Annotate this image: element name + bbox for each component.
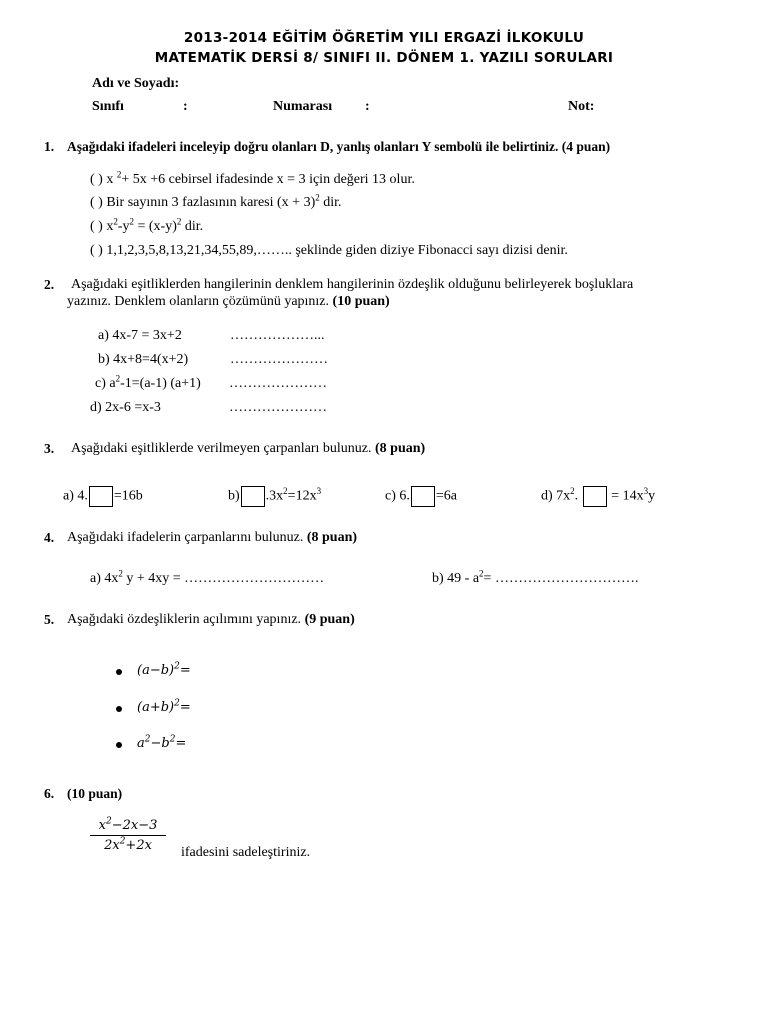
q4-b-pre: b) 49 - a [432, 571, 480, 586]
q2-item-c-sup: 2 [115, 373, 121, 384]
q6-num-a: x [98, 818, 106, 833]
q5-item-2-expr: (a+b) [137, 700, 175, 715]
q1-paren: ( ) [90, 172, 103, 187]
q1-item-2-sup: 2 [315, 192, 320, 203]
q5-item-3-sup: 2 [144, 734, 151, 745]
q5-item-3-expr: a [137, 736, 145, 751]
q5-item-1-sup: 2 [174, 661, 180, 672]
q3-b-pre: b) [228, 488, 240, 504]
q4-points: (8 puan) [306, 530, 358, 545]
q3-item-c [385, 486, 457, 507]
q4-number: 4. [44, 530, 55, 545]
bullet-icon [116, 742, 122, 748]
q3-item-d [541, 486, 655, 507]
q1-number: 1. [44, 139, 55, 154]
q1-item-3 [90, 216, 204, 235]
answer-box-c[interactable] [411, 486, 435, 507]
q3-d-sup1: 2 [570, 486, 575, 497]
q4-item-b [432, 568, 639, 587]
q1-paren: ( ) [90, 219, 103, 234]
q1-item-3-text: x [106, 219, 114, 234]
q5-points: (9 puan) [304, 612, 355, 627]
q6-num-b: −2x−3 [111, 818, 158, 833]
q1-item-1-sup: 2 [116, 169, 122, 180]
q5-item-1-eq: = [179, 663, 191, 678]
q6-den-b: +2x [125, 838, 152, 853]
q1-item-3-post: = (x-y) [134, 219, 177, 234]
q3-c-pre: c) 6. [385, 488, 410, 504]
q4-b-sup: 2 [479, 568, 484, 579]
q6-points: (10 puan) [67, 786, 123, 801]
answer-box-d[interactable] [583, 486, 607, 507]
q2-item-c-a: c) a [95, 376, 116, 391]
q5-item-1-expr: (a−b) [137, 663, 175, 678]
q2-text-line-2a: yazınız. Denklem olanların çözümünü yapınız. [67, 294, 330, 309]
answer-box-b[interactable] [241, 486, 265, 507]
q5-item-3-sup2: 2 [169, 734, 176, 745]
q4-b-post: = …………………………. [483, 571, 639, 586]
q3-b-sup1: 2 [283, 486, 288, 497]
q2-text-line-2 [67, 294, 390, 310]
q1-item-3-sup2: 2 [129, 216, 134, 227]
q2-item-d: d) 2x-6 =x-3 [90, 400, 161, 415]
q3-d-post1: = 14x [611, 488, 644, 504]
q1-paren: ( ) [90, 243, 103, 258]
header-line-2: MATEMATİK DERSİ 8/ SINIFI II. DÖNEM 1. YAZILI SORULARI [154, 50, 614, 66]
q1-item-1-rest: + 5x +6 cebirsel ifadesinde x = 3 için değeri 13 olur. [121, 172, 415, 187]
q5-item-3-eq: = [175, 736, 187, 751]
q1-item-2-rest: dir. [319, 195, 342, 210]
q1-item-3-sup: 2 [113, 216, 118, 227]
q2-item-c-b: -1=(a-1) (a+1) [120, 376, 201, 391]
q4-a-post: y + 4xy = ………………………… [122, 571, 325, 586]
q5-number: 5. [44, 612, 55, 627]
q3-item-b [228, 486, 321, 507]
q5-item-3-expr2: −b [150, 736, 170, 751]
q2-number: 2. [44, 277, 55, 292]
q4-a-pre: a) 4x [90, 571, 119, 586]
q3-b-post1: .3x [265, 488, 284, 504]
q3-c-post: =6a [435, 488, 457, 504]
q3-text-main: Aşağıdaki eşitliklerde verilmeyen çarpanları bulunuz. [71, 441, 372, 456]
q4-text-main: Aşağıdaki ifadelerin çarpanlarını bulunuz. [67, 530, 304, 545]
q4-text [67, 530, 357, 546]
q6-num-sup: 2 [105, 816, 112, 827]
q5-item-2-eq: = [179, 700, 191, 715]
q3-b-post2: =12x [287, 488, 317, 504]
q3-text [71, 441, 425, 457]
q1-item-2-text: Bir sayının 3 fazlasının karesi (x + 3) [106, 195, 316, 210]
q3-a-post: =16b [113, 488, 143, 504]
q5-item-2-sup: 2 [174, 698, 180, 709]
q2-item-b: b) 4x+8=4(x+2) [98, 352, 189, 367]
number-label: Numarası [273, 99, 333, 114]
q1-item-3-end: dir. [181, 219, 204, 234]
header-line-1: 2013-2014 EĞİTİM ÖĞRETİM YILI ERGAZİ İLKOKULU [183, 30, 585, 46]
q6-number: 6. [44, 786, 55, 801]
q1-item-1-text: x [106, 172, 117, 187]
q3-d-pre: d) 7x [541, 488, 571, 504]
q4-item-a [90, 568, 325, 587]
answer-box-a[interactable] [89, 486, 113, 507]
bullet-icon [116, 669, 122, 675]
q6-numerator [90, 818, 166, 836]
q2-item-a: a) 4x-7 = 3x+2 [98, 328, 182, 343]
q5-text [67, 612, 355, 628]
name-label: Adı ve Soyadı: [92, 76, 180, 91]
q1-paren: ( ) [90, 195, 103, 210]
q5-item-3 [137, 736, 186, 751]
q6-denominator [90, 836, 166, 853]
q2-text-line-1: Aşağıdaki eşitliklerden hangilerinin denklem hangilerinin özdeşlik olduğunu belirleyerek boşluklara [71, 277, 634, 292]
q3-item-a [63, 486, 143, 507]
q1-item-4 [90, 243, 568, 259]
q1-item-1 [90, 169, 415, 188]
q2-item-c-dots: ………………… [229, 376, 327, 391]
q2-item-d-dots: ………………… [229, 400, 327, 415]
q5-item-1 [137, 663, 191, 678]
q3-b-sup2: 3 [316, 486, 322, 497]
q6-den-sup: 2 [119, 836, 126, 847]
q2-item-b-dots: ………………… [230, 352, 328, 367]
q2-item-a-dots: ………………... [230, 328, 325, 343]
q5-text-main: Aşağıdaki özdeşliklerin açılımını yapınız. [67, 612, 302, 627]
q1-text: Aşağıdaki ifadeleri inceleyip doğru olanları D, yanlış olanları Y sembolü ile belirtiniz. (4 puan) [67, 139, 611, 154]
q3-d-sup2: 3 [643, 486, 649, 497]
q6-text: ifadesini sadeleştiriniz. [181, 845, 311, 860]
q1-item-2 [90, 192, 342, 211]
class-colon: : [183, 99, 188, 114]
class-label: Sınıfı [92, 99, 124, 114]
q2-points: (10 puan) [332, 294, 390, 309]
number-colon: : [365, 99, 370, 114]
q3-a-pre: a) 4. [63, 488, 88, 504]
q4-a-sup: 2 [118, 568, 123, 579]
q2-item-c [95, 373, 201, 392]
q5-item-2 [137, 700, 191, 715]
q3-d-mid: . [574, 488, 579, 504]
bullet-icon [116, 706, 122, 712]
q6-fraction [90, 818, 166, 853]
q3-d-post2: y [648, 488, 656, 504]
q1-item-3-sup3: 2 [176, 216, 182, 227]
q3-points: (8 puan) [375, 441, 426, 456]
q1-item-4-text: 1,1,2,3,5,8,13,21,34,55,89,…….. şeklinde giden diziye Fibonacci sayı dizisi denir. [106, 243, 568, 258]
q1-item-3-mid: -y [117, 219, 130, 234]
q6-den-a: 2x [104, 838, 120, 853]
q3-number: 3. [44, 441, 55, 456]
grade-label: Not: [568, 99, 595, 114]
